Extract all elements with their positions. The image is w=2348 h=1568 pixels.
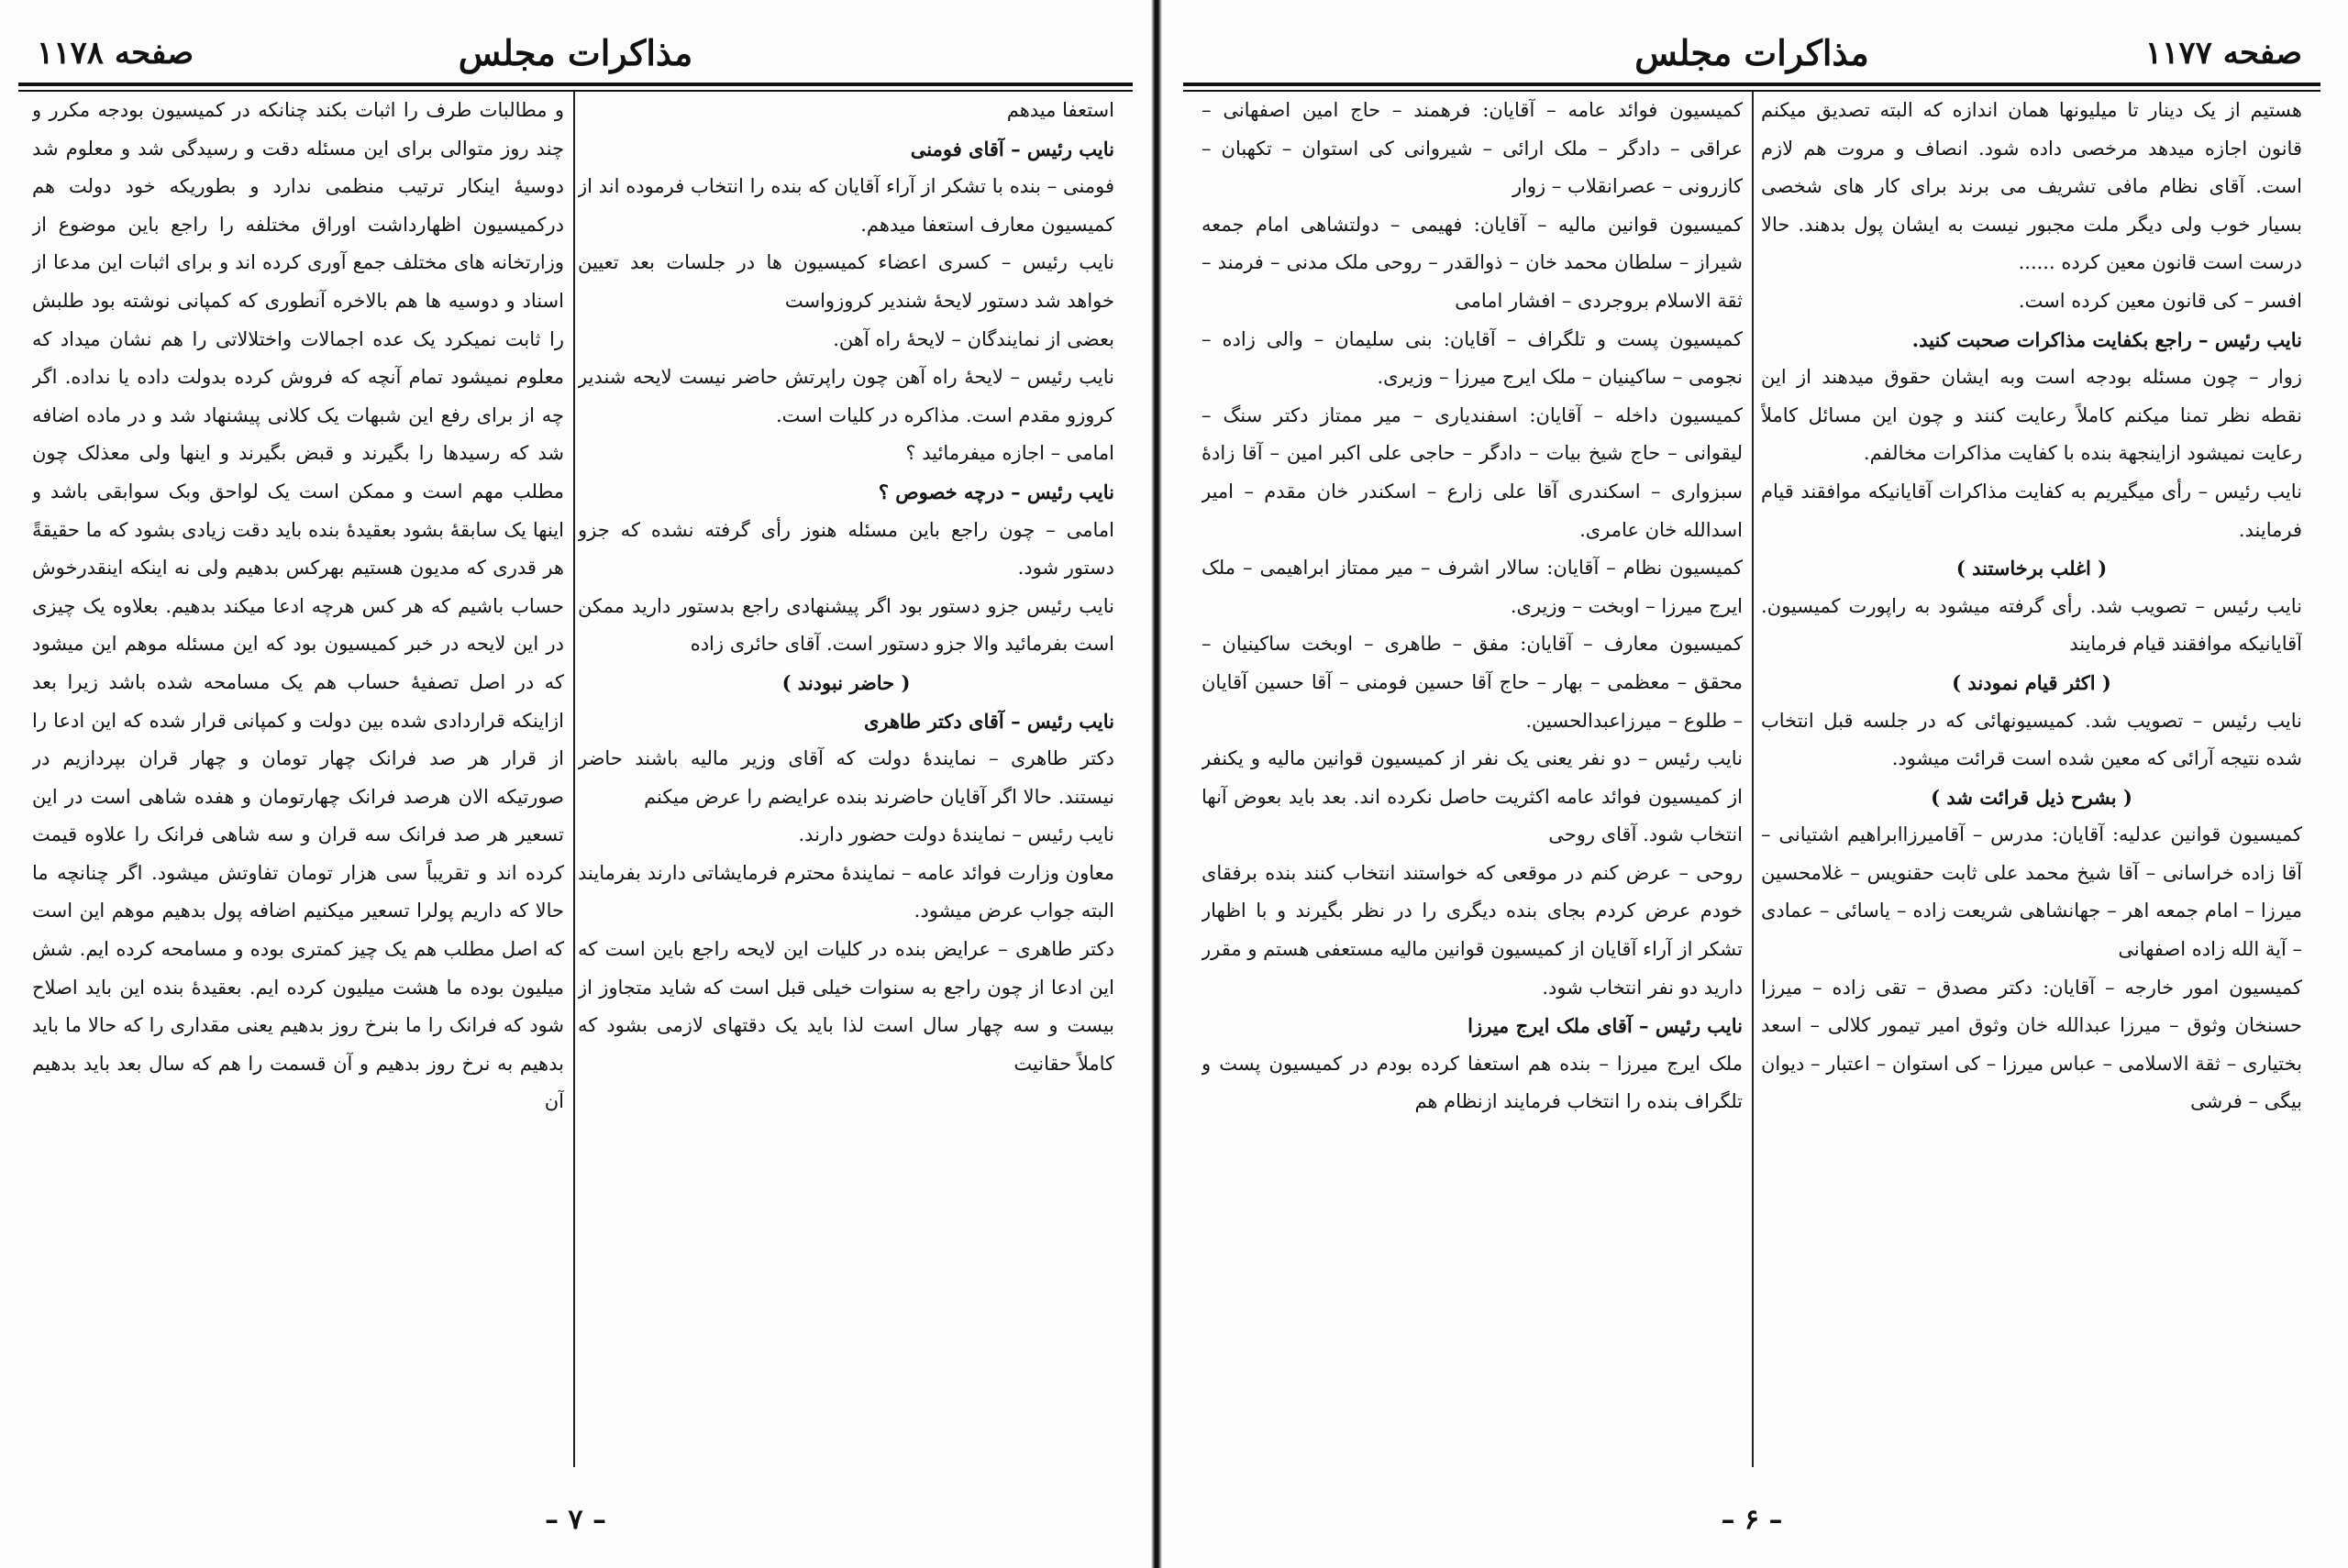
paragraph: نایب رئیس – دو نفر یعنی یک نفر از کمیسیون قوانین مالیه و یکنفر از کمیسیون فوائد عامه اکثریت حاصل نکرده اند. بعد باید بعوض آنها انتخاب شود. آقای روحی: [1202, 747, 1743, 846]
paragraph: ملک ایرج میرزا – بنده هم استعفا کرده بودم در کمیسیون پست و تلگراف بنده را انتخاب فرمایند ازنظام هم: [1202, 1052, 1743, 1113]
paragraph: نایب رئیس – تصویب شد. کمیسیونهائی که در جلسه قبل انتخاب شده نتیجه آرائی که معین شده است قرائت میشود.: [1761, 709, 2302, 770]
right-page-number: صفحه ۱۱۷۷: [2144, 35, 2302, 72]
right-page-title: مذاکرات مجلس: [1634, 32, 1869, 73]
paragraph: افسر – کی قانون معین کرده است.: [2018, 289, 2302, 312]
paragraph: ( بشرح ذیل قرائت شد ): [1931, 785, 2132, 809]
header-rule: [18, 83, 1133, 86]
paragraph: و مطالبات طرف را اثبات بکند چنانکه در کمیسیون بودجه مکرر و چند روز متوالی برای این مسئله دقت و رسیدگی شد و معلوم شد دوسیهٔ اینکار ترتیب منظمی ندارد و بطوریکه خود دولت هم درکمیسیون اظهارداشت اوراق مختلفه را راجع باین موضوع از وزارتخانه های مختلف جمع آوری کرده اند و برای اثبات این مدعا از اسناد و دوسیه ها هم بالاخره آنطوری که کمپانی نوشته بود طلبش را ثابت نمیکرد یک عده اجمالات واختلالاتی را هم نشان میداد که معلوم نمیشود تمام آنچه که فروش کرده بدولت داده یا نداده. اگر چه از برای رفع این شبهات یک کلانی پیشنهاد شد و در ماده اضافه شد که رسیدها را بگیرند و قبض بگیرند و اینها ولی معذلک چون مطلب مهم است و ممکن است یک لواحق وبک سوابقی باشد و اینها یک سابقهٔ بشود بعقیدهٔ بنده باید دقت زیادی بشود که ما حقیقةً هر قدری که مدیون هستیم بهرکس بدهیم ولی نه اینکه اینقدرخوش حساب باشیم که هر کس هرچه ادعا میکند بدهیم. بعلاوه یک چیزی در این لایحه در خبر کمیسیون بود که این مسئله موهم این میشود که در اصل تصفیهٔ حساب هم یک مسامحه شده باشد زیرا بعد ازاینکه قراردادی شده بین دولت و کمپانی قرار شده که این ادعا را از قرار هر صد فرانک چهار تومان و چهار قران بپردازیم در صورتیکه الان هرصد فرانک چهارتومان و هفده شاهی است در این تسعیر هر صد فرانک سه قران و سه شاهی فرانک را علاوه قیمت کرده اند و تقریباً سی هزار تومان تفاوتش میشود. اگر چنانچه ما حالا که داریم پولرا تسعیر میکنیم اضافه پول بدهیم موهم این است که اصل مطلب هم یک چیز کمتری بوده و مسامحه کرده ایم. شش میلیون بوده ما هشت میلیون کرده ایم. بعقیدهٔ بنده این باید اصلاح شود که فرانک را ما بنرخ روز بدهیم یعنی مقداری را که حالا ما باید بدهیم به نرخ روز بدهیم و آن قسمت را هم که سال بعد باید بدهیم آن: [32, 99, 564, 1113]
paragraph: کمیسیون قوانین عدلیه: آقایان: مدرس – آقامیرزاابراهیم اشتیانی – آقا زاده خراسانی – آقا شیخ محمد علی ثابت حقنویس – غلامحسین میرزا – امام جمعه اهر – جهانشاهی شریعت زاده – یاسائی – عمادی – آیة الله زاده اصفهانی: [1761, 823, 2302, 961]
paragraph: نایب رئیس – کسری اعضاء کمیسیون ها در جلسات بعد تعیین خواهد شد دستور لایحهٔ شندیر کروزواست: [578, 251, 1114, 312]
paragraph: کمیسیون معارف – آقایان: مفق – طاهری – اوبخت ساکینیان – محقق – معظمی – بهار – حاج آقا حسین فومنی – آقا حسین آقایان – طلوع – میرزاعبدالحسین.: [1202, 633, 1743, 732]
paragraph: کمیسیون امور خارجه – آقایان: دکتر مصدق – تقی زاده – میرزا حسنخان وثوق – میرزا عبدالله خان وثوق امیر تیمور کلالی – اسعد بختیاری – ثقة الاسلامی – عباس میرزا – کی استوان – اعتبار – دیوان بیگی – فرشی: [1761, 976, 2302, 1113]
left-page-column-right: [578, 92, 1114, 1476]
paragraph: هستیم از یک دینار تا میلیونها همان اندازه که البته تصدیق میکنم قانون اجازه میدهد مرخصی داده شود. انصاف و مروت هم لازم است. آقای نظام مافی تشریف می برند برای کار های شخصی بسیار خوب ولی دیگر ملت مجبور نیست به ایشان پول بدهند. حالا درست است قانون معین کرده ......: [1761, 99, 2302, 274]
right-page: [1183, 0, 2320, 1568]
paragraph: کمیسیون نظام – آقایان: سالار اشرف – میر ممتاز ابراهیمی – ملک ایرج میرزا – اوبخت – وزیری.: [1202, 557, 1743, 617]
right-page-column-right: [1761, 92, 2302, 1476]
paragraph: نایب رئیس – آقای دکتر طاهری: [863, 709, 1114, 733]
paragraph: فومنی – بنده با تشکر از آراء آقایان که بنده را انتخاب فرموده اند از کمیسیون معارف استعفا میدهم.: [578, 175, 1114, 236]
left-page-number: صفحه ۱۱۷۸: [37, 35, 194, 72]
right-page-header: [1183, 29, 2320, 84]
right-page-footer-number: – ۶ –: [1721, 1504, 1783, 1536]
left-page-footer-number: – ۷ –: [544, 1504, 606, 1536]
paragraph: ( اغلب برخاستند ): [1955, 557, 2108, 580]
paragraph: کمیسیون فوائد عامه – آقایان: فرهمند – حاج امین اصفهانی – عراقی – دادگر – ملک ارائی – شیروانی کی استوان – تکهبان – کازرونی – عصرانقلاب – زوار: [1202, 99, 1743, 198]
paragraph: بعضی از نمایندگان – لایحهٔ راه آهن.: [833, 327, 1114, 350]
left-page-title: مذاکرات مجلس: [458, 32, 693, 73]
paragraph: نایب رئیس – نمایندهٔ دولت حضور دارند.: [798, 823, 1114, 846]
paragraph: استعفا میدهم: [1006, 99, 1114, 121]
paragraph: ( حاضر نبودند ): [781, 670, 911, 694]
left-page-header: [18, 29, 1133, 84]
paragraph: نایب رئیس جزو دستور بود اگر پیشنهادی راجع بدستور دارید ممکن است بفرمائید والا جزو دستور است. آقای حائری زاده: [578, 594, 1114, 656]
left-page-column-left: [32, 92, 564, 1476]
paragraph: معاون وزارت فوائد عامه – نمایندهٔ محترم فرمایشاتی دارند بفرمایند البته جواب عرض میشود.: [578, 861, 1114, 922]
paragraph: کمیسیون قوانین مالیه – آقایان: فهیمی – دولتشاهی امام جمعه شیراز – سلطان محمد خان – ذوالقدر – روحی ملک مدنی – فرمند – ثقة الاسلام بروجردی – افشار امامی: [1202, 213, 1743, 312]
header-rule: [1183, 83, 2320, 86]
right-page-column-left: [1202, 92, 1743, 1476]
paragraph: کمیسیون داخله – آقایان: اسفندیاری – میر ممتاز دکتر سنگ – لیقوانی – حاج شیخ بیات – دادگر – حاجی علی اکبر امین – آقا زادهٔ سبزواری – اسکندری آقا علی زارع – اسکندر خان مقدم – امیر اسدالله خان عامری.: [1202, 403, 1743, 541]
paragraph: نایب رئیس – تصویب شد. رأی گرفته میشود به راپورت کمیسیون. آقایانیکه موافقند قیام فرمایند: [1761, 594, 2302, 656]
left-page: [18, 0, 1133, 1568]
column-divider: [1752, 92, 1754, 1467]
paragraph: امامی – اجازه میفرمائید ؟: [905, 442, 1114, 465]
paragraph: نایب رئیس – آقای ملک ایرج میرزا: [1468, 1014, 1743, 1038]
paragraph: نایب رئیس – درچه خصوص ؟: [878, 480, 1114, 503]
paragraph: دکتر طاهری – عرایض بنده در کلیات این لایحه راجع باین است که این ادعا از چون راجع به سنوات خیلی قبل است که شاید متجاوز از بیست و سه چهار سال است لذا باید یک دقتهای لازمی بشود که کاملاً حقانیت: [578, 938, 1114, 1075]
paragraph: دکتر طاهری – نمایندهٔ دولت که آقای وزیر مالیه باشند حاضر نیستند. حالا اگر آقایان حاضرند بنده عرایضم را عرض میکنم: [578, 747, 1114, 808]
paragraph: کمیسیون پست و تلگراف – آقایان: بنی سلیمان – والی زاده – نجومی – ساکینیان – ملک ایرج میرزا – وزیری.: [1202, 327, 1743, 389]
paragraph: امامی – چون راجع باین مسئله هنوز رأی گرفته نشده که جزو دستور شود.: [578, 518, 1114, 580]
paragraph: نایب رئیس – رأی میگیریم به کفایت مذاکرات آقایانیکه موافقند قیام فرمایند.: [1761, 480, 2302, 541]
book-gutter: [1151, 0, 1162, 1568]
paragraph: نایب رئیس – لایحهٔ راه آهن چون راپرتش حاضر نیست لایحه شندیر کروزو مقدم است. مذاکره در کلیات است.: [578, 366, 1114, 426]
paragraph: نایب رئیس – راجع بکفایت مذاکرات صحبت کنید.: [1911, 327, 2302, 351]
paragraph: نایب رئیس – آقای فومنی: [910, 137, 1114, 160]
paragraph: ( اکثر قیام نمودند ): [1952, 670, 2111, 694]
paragraph: روحی – عرض کنم در موقعی که خواستند انتخاب کنند بنده برفقای خودم عرض کردم بجای بنده دیگری را در نظر بگیرند و با اظهار تشکر از آراء آقایان از کمیسیون قوانین مالیه مستعفی هستم و مقرر دارید دو نفر انتخاب شود.: [1202, 861, 1743, 999]
paragraph: زوار – چون مسئله بودجه است وبه ایشان حقوق میدهند از این نقطه نظر تمنا میکنم کاملاً رعایت کنند و چون این مسائل کاملاً رعایت نمیشود ازاینجهة بنده با کفایت مذاکرات مخالفم.: [1761, 366, 2302, 465]
column-divider: [573, 92, 575, 1467]
